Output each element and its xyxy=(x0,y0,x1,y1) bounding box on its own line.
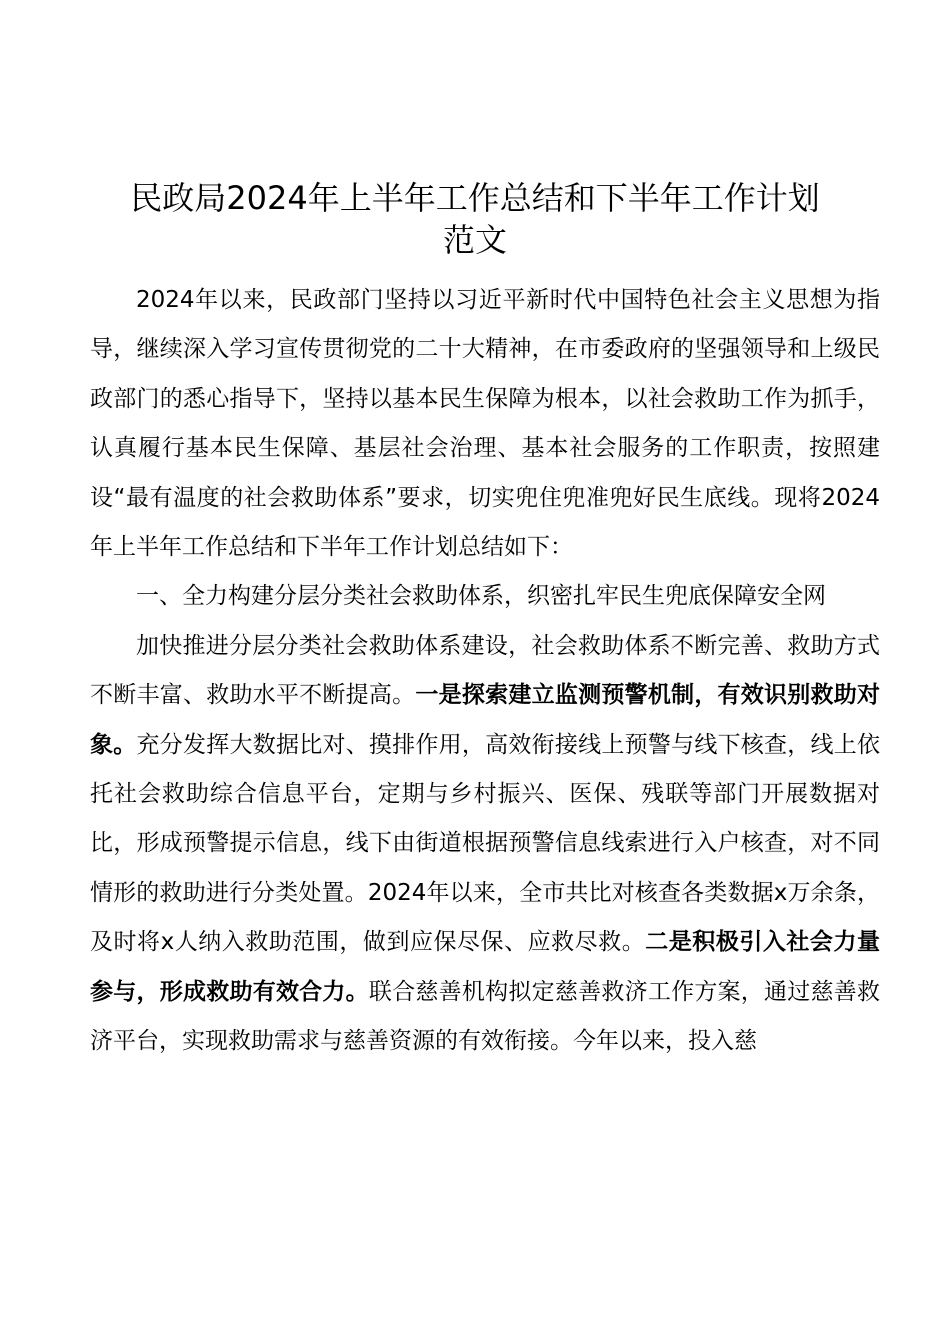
paragraph-intro: 2024年以来，民政部门坚持以习近平新时代中国特色社会主义思想为指导，继续深入学习宣传贯彻党的二十大精神，在市委政府的坚强领导和上级民政部门的悉心指导下，坚持以基本民生保障为根本，以社会救助工作为抓手，认真履行基本民生保障、基层社会治理、基本社会服务的工作职责，按照建设“最有温度的社会救助体系”要求，切实兜住兜准兜好民生底线。现将2024年上半年工作总结和下半年工作计划总结如下： xyxy=(90,287,880,561)
bold-point-1: 一是探索建立监测预警机制，有效识别救助对象。 xyxy=(90,682,881,758)
paragraph-text: 充分发挥大数据比对、摸排作用，高效衔接线上预警与线下核查，线上依托社会救助综合信息平台，定期与乡村振兴、医保、残联等部门开展数据对比，形成预警提示信息，线下由街道根据预警信息线索进行入户核查，对不同情形的救助进行分类处置。2024年以来，全市共比对核查各类数据x万余条，及时将x人纳入救助范围，做到应保尽保、应救尽救。 xyxy=(90,731,881,956)
document-body xyxy=(90,276,880,1067)
document-title-line1: 民政局2024年上半年工作总结和下半年工作计划 xyxy=(130,179,820,217)
paragraph-section-1 xyxy=(90,622,880,1067)
paragraph-text: 联合慈善机构拟定慈善救济工作方案，通过慈善救济平台，实现救助需求与慈善资源的有效衔接。今年以来，投入慈 xyxy=(90,978,881,1055)
document-title-line2: 范文 xyxy=(442,221,507,259)
paragraph-text: 加快推进分层分类社会救助体系建设，社会救助体系不断完善、救助方式不断丰富、救助水平不断提高。 xyxy=(90,632,880,709)
section-heading-1: 一、全力构建分层分类社会救助体系，织密扎牢民生兜底保障安全网 xyxy=(136,583,826,610)
bold-point-2: 二是积极引入社会力量参与，形成救助有效合力。 xyxy=(90,929,880,1005)
